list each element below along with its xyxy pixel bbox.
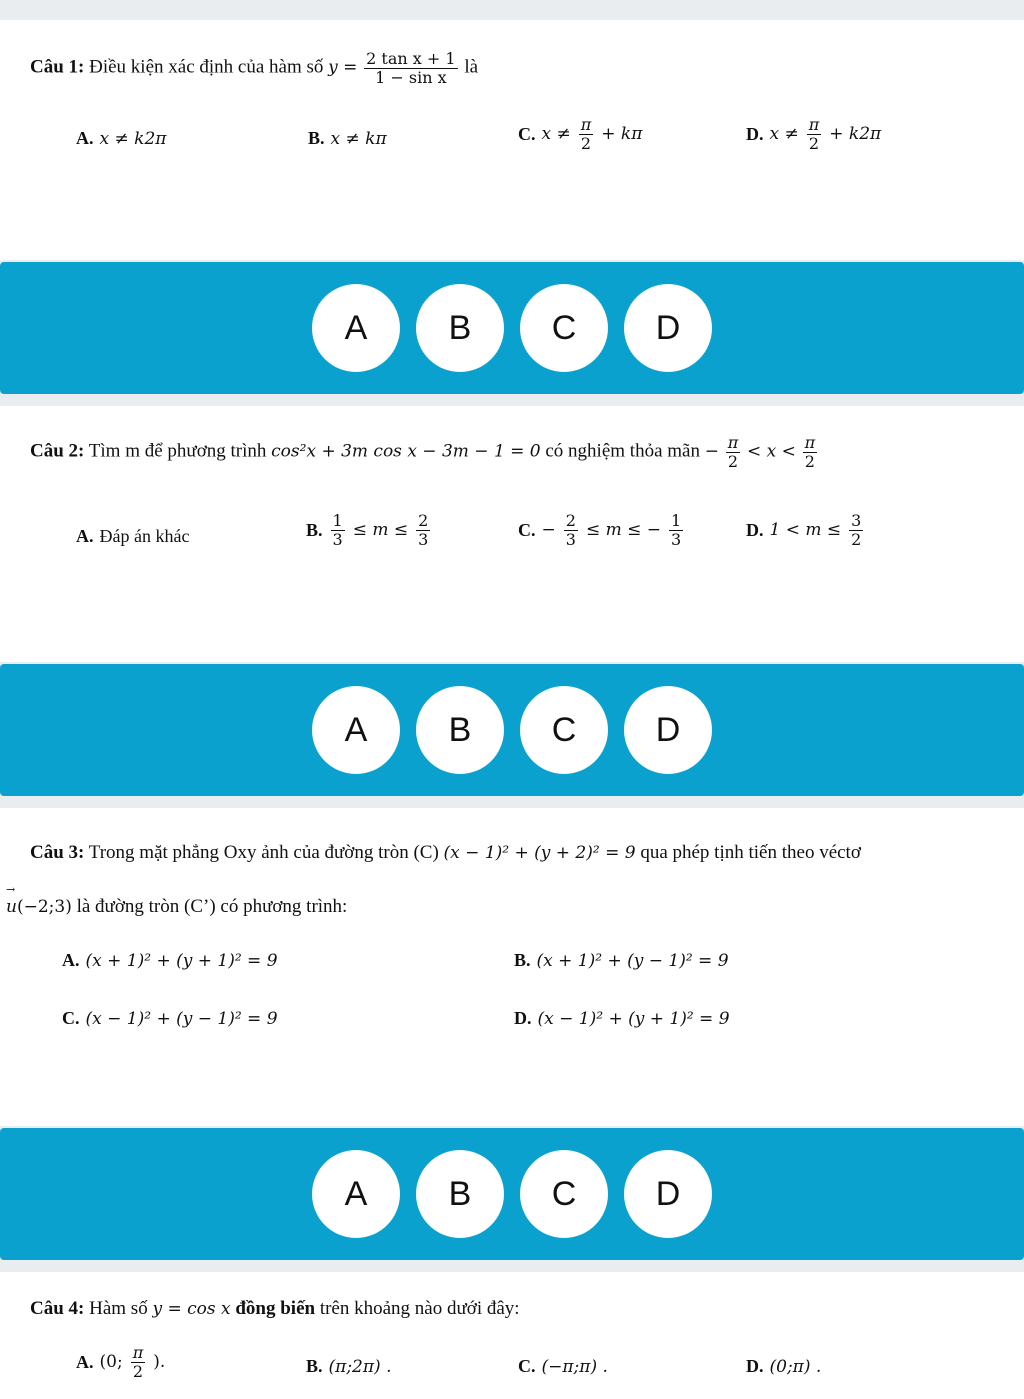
question-2-option-d: D. 1 < m ≤ $\frac{3}{2}$ [746, 511, 862, 549]
question-4-title: Câu 4: Hàm số y = cos x đồng biến trên khoảng nào dưới đây: [30, 1298, 520, 1319]
answer-band-3 [0, 1128, 1024, 1260]
question-1-option-b: B. x ≠ kπ [308, 128, 387, 149]
answer-1-d-button[interactable]: D [624, 284, 712, 372]
answer-2-d-button[interactable]: D [624, 686, 712, 774]
question-4-card [0, 1272, 1024, 1399]
question-4-option-c: C. (−π;π) . [518, 1356, 608, 1377]
question-2-option-b: B. $\frac{1}{3}$ ≤ m ≤ $\frac{2}{3}$ [306, 511, 429, 549]
answer-3-b-button[interactable]: B [416, 1150, 504, 1238]
question-1-option-d: D. x ≠ $\frac{\pi}{2}$ + k2π [746, 115, 882, 153]
question-3-card [0, 808, 1024, 1126]
answer-1-a-button[interactable]: A [312, 284, 400, 372]
answer-3-a-button[interactable]: A [312, 1150, 400, 1238]
question-2-title: Câu 2: Tìm m để phương trình cos²x + 3m cos x − 3m − 1 = 0 có nghiệm thỏa mãn − $\frac{\pi}{2}$ < x < $\frac{\pi}{2}$ [30, 433, 816, 471]
answer-band-2 [0, 664, 1024, 796]
answer-1-b-button[interactable]: B [416, 284, 504, 372]
question-3-title: Câu 3: Trong mặt phẳng Oxy ảnh của đường tròn (C) (x − 1)² + (y + 2)² = 9 qua phép tịnh tiến theo véctơ [30, 842, 861, 863]
question-3-option-b: B. (x + 1)² + (y − 1)² = 9 [514, 950, 729, 971]
question-4-option-a: A. (0; $\frac{\pi}{2}$ ). [76, 1343, 166, 1381]
question-3-option-c: C. (x − 1)² + (y − 1)² = 9 [62, 1008, 278, 1029]
question-3-option-d: D. (x − 1)² + (y + 1)² = 9 [514, 1008, 730, 1029]
question-2-option-a: A. Đáp án khác [76, 526, 190, 546]
answer-3-d-button[interactable]: D [624, 1150, 712, 1238]
question-1-option-a: A. x ≠ k2π [76, 128, 167, 149]
question-3-option-a: A. (x + 1)² + (y + 1)² = 9 [62, 950, 278, 971]
question-4-option-b: B. (π;2π) . [306, 1356, 392, 1377]
question-4-option-d: D. (0;π) . [746, 1356, 822, 1377]
answer-2-b-button[interactable]: B [416, 686, 504, 774]
answer-2-c-button[interactable]: C [520, 686, 608, 774]
question-2-option-c: C. − $\frac{2}{3}$ ≤ m ≤ − $\frac{1}{3}$ [518, 511, 682, 549]
question-3-line-2: → u(−2;3) là đường tròn (C’) có phương trình: [6, 896, 347, 918]
answer-2-a-button[interactable]: A [312, 686, 400, 774]
question-1-formula: $\frac{\text{2 tan x + 1}}{\text{1 − sin x}}$ [366, 49, 456, 87]
answer-band-1 [0, 262, 1024, 394]
answer-1-c-button[interactable]: C [520, 284, 608, 372]
question-1-card [0, 20, 1024, 260]
answer-3-c-button[interactable]: C [520, 1150, 608, 1238]
question-1-option-c: C. x ≠ $\frac{\pi}{2}$ + kπ [518, 115, 643, 153]
question-2-card [0, 406, 1024, 662]
question-1-title: Câu 1: Điều kiện xác định của hàm số y = $\frac{\text{2 tan x + 1}}{\text{1 − sin x}}$ là [30, 49, 479, 87]
